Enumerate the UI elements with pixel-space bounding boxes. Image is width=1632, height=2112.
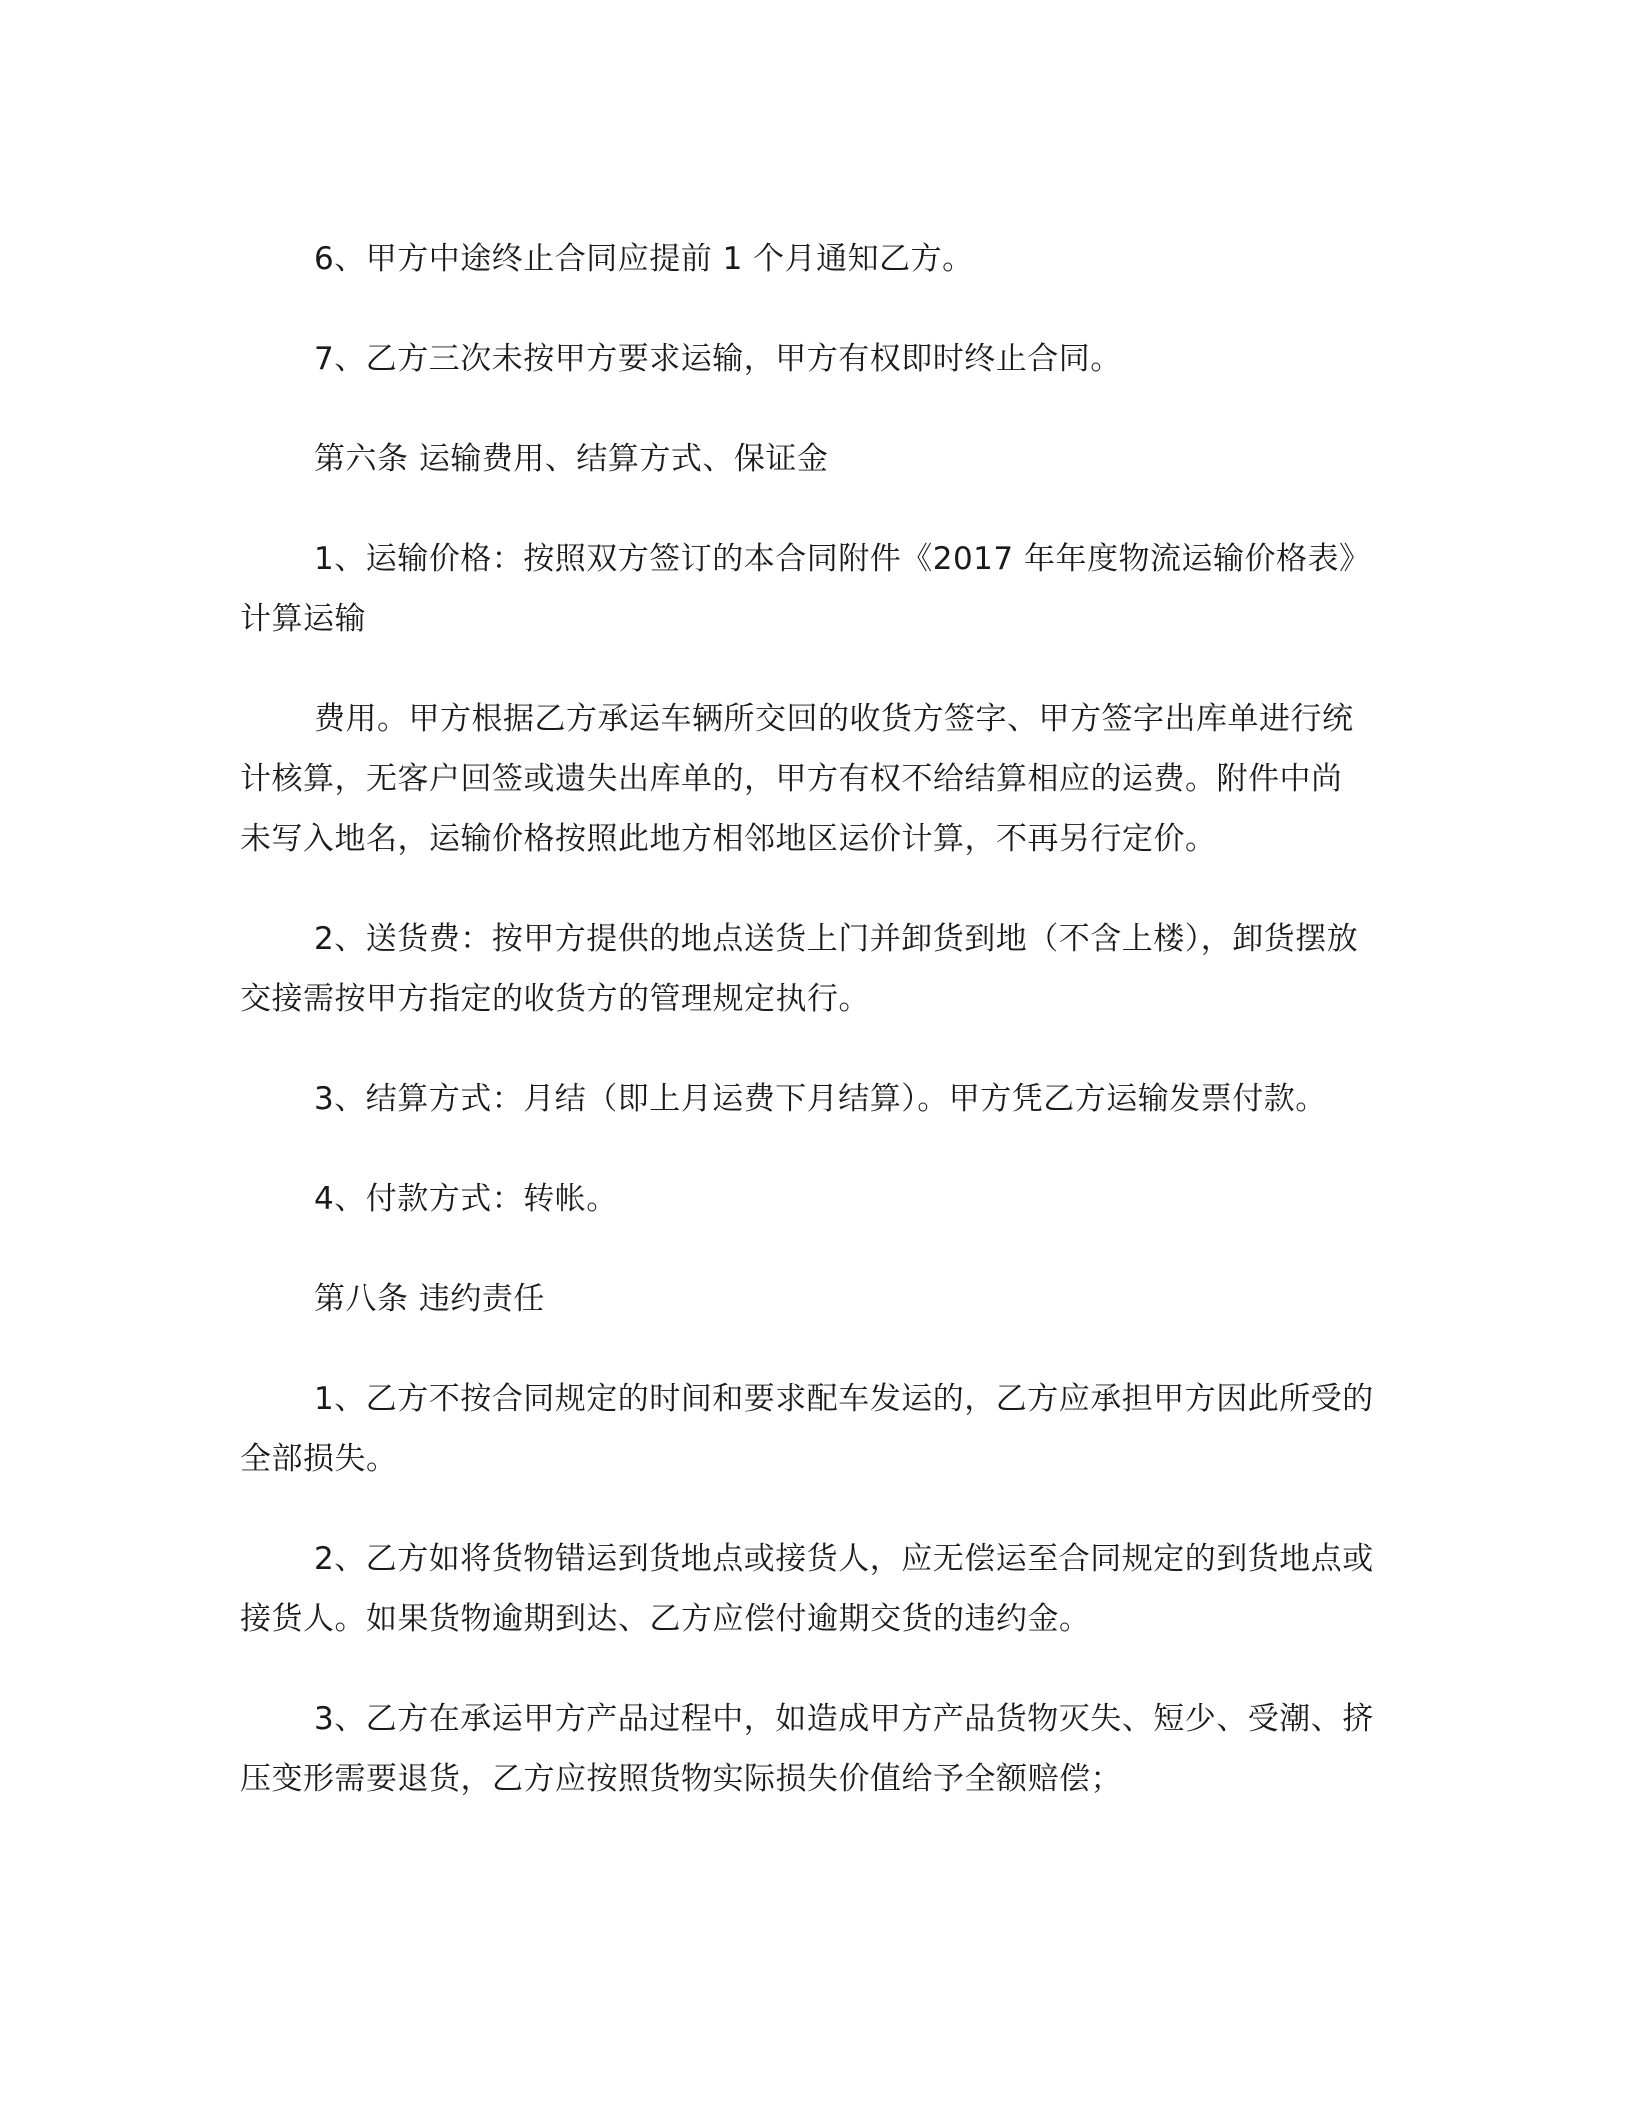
- fee-item-3: 3、结算方式：月结（即上月运费下月结算）。甲方凭乙方运输发票付款。: [314, 1081, 1327, 1117]
- liability-item-1-line-1: 1、乙方不按合同规定的时间和要求配车发运的，乙方应承担甲方因此所受的: [314, 1381, 1374, 1417]
- liability-item-1-line-2: 全部损失。: [240, 1441, 398, 1477]
- fee-item-2-line-2: 交接需按甲方指定的收货方的管理规定执行。: [240, 981, 870, 1017]
- fee-paragraph-line-1: 费用。甲方根据乙方承运车辆所交回的收货方签字、甲方签字出库单进行统: [314, 701, 1354, 737]
- fee-paragraph-line-2: 计核算，无客户回签或遗失出库单的，甲方有权不给结算相应的运费。附件中尚: [240, 761, 1343, 797]
- clause-item-6: 6、甲方中途终止合同应提前 1 个月通知乙方。: [314, 241, 974, 277]
- liability-item-2-line-2: 接货人。如果货物逾期到达、乙方应偿付逾期交货的违约金。: [240, 1601, 1091, 1637]
- clause-item-7: 7、乙方三次未按甲方要求运输，甲方有权即时终止合同。: [314, 341, 1122, 377]
- section-heading-article-6: 第六条 运输费用、结算方式、保证金: [314, 441, 829, 477]
- fee-item-2-line-1: 2、送货费：按甲方提供的地点送货上门并卸货到地（不含上楼），卸货摆放: [314, 921, 1359, 957]
- liability-item-2-line-1: 2、乙方如将货物错运到货地点或接货人，应无偿运至合同规定的到货地点或: [314, 1541, 1374, 1577]
- fee-item-4: 4、付款方式：转帐。: [314, 1181, 618, 1217]
- fee-item-1-line-1: 1、运输价格：按照双方签订的本合同附件《2017 年年度物流运输价格表》: [314, 541, 1371, 577]
- fee-item-1-line-2: 计算运输: [240, 601, 366, 637]
- liability-item-3-line-1: 3、乙方在承运甲方产品过程中，如造成甲方产品货物灭失、短少、受潮、挤: [314, 1701, 1374, 1737]
- liability-item-3-line-2: 压变形需要退货，乙方应按照货物实际损失价值给予全额赔偿；: [240, 1761, 1122, 1797]
- fee-paragraph-line-3: 未写入地名，运输价格按照此地方相邻地区运价计算，不再另行定价。: [240, 821, 1217, 857]
- section-heading-article-8: 第八条 违约责任: [314, 1281, 545, 1317]
